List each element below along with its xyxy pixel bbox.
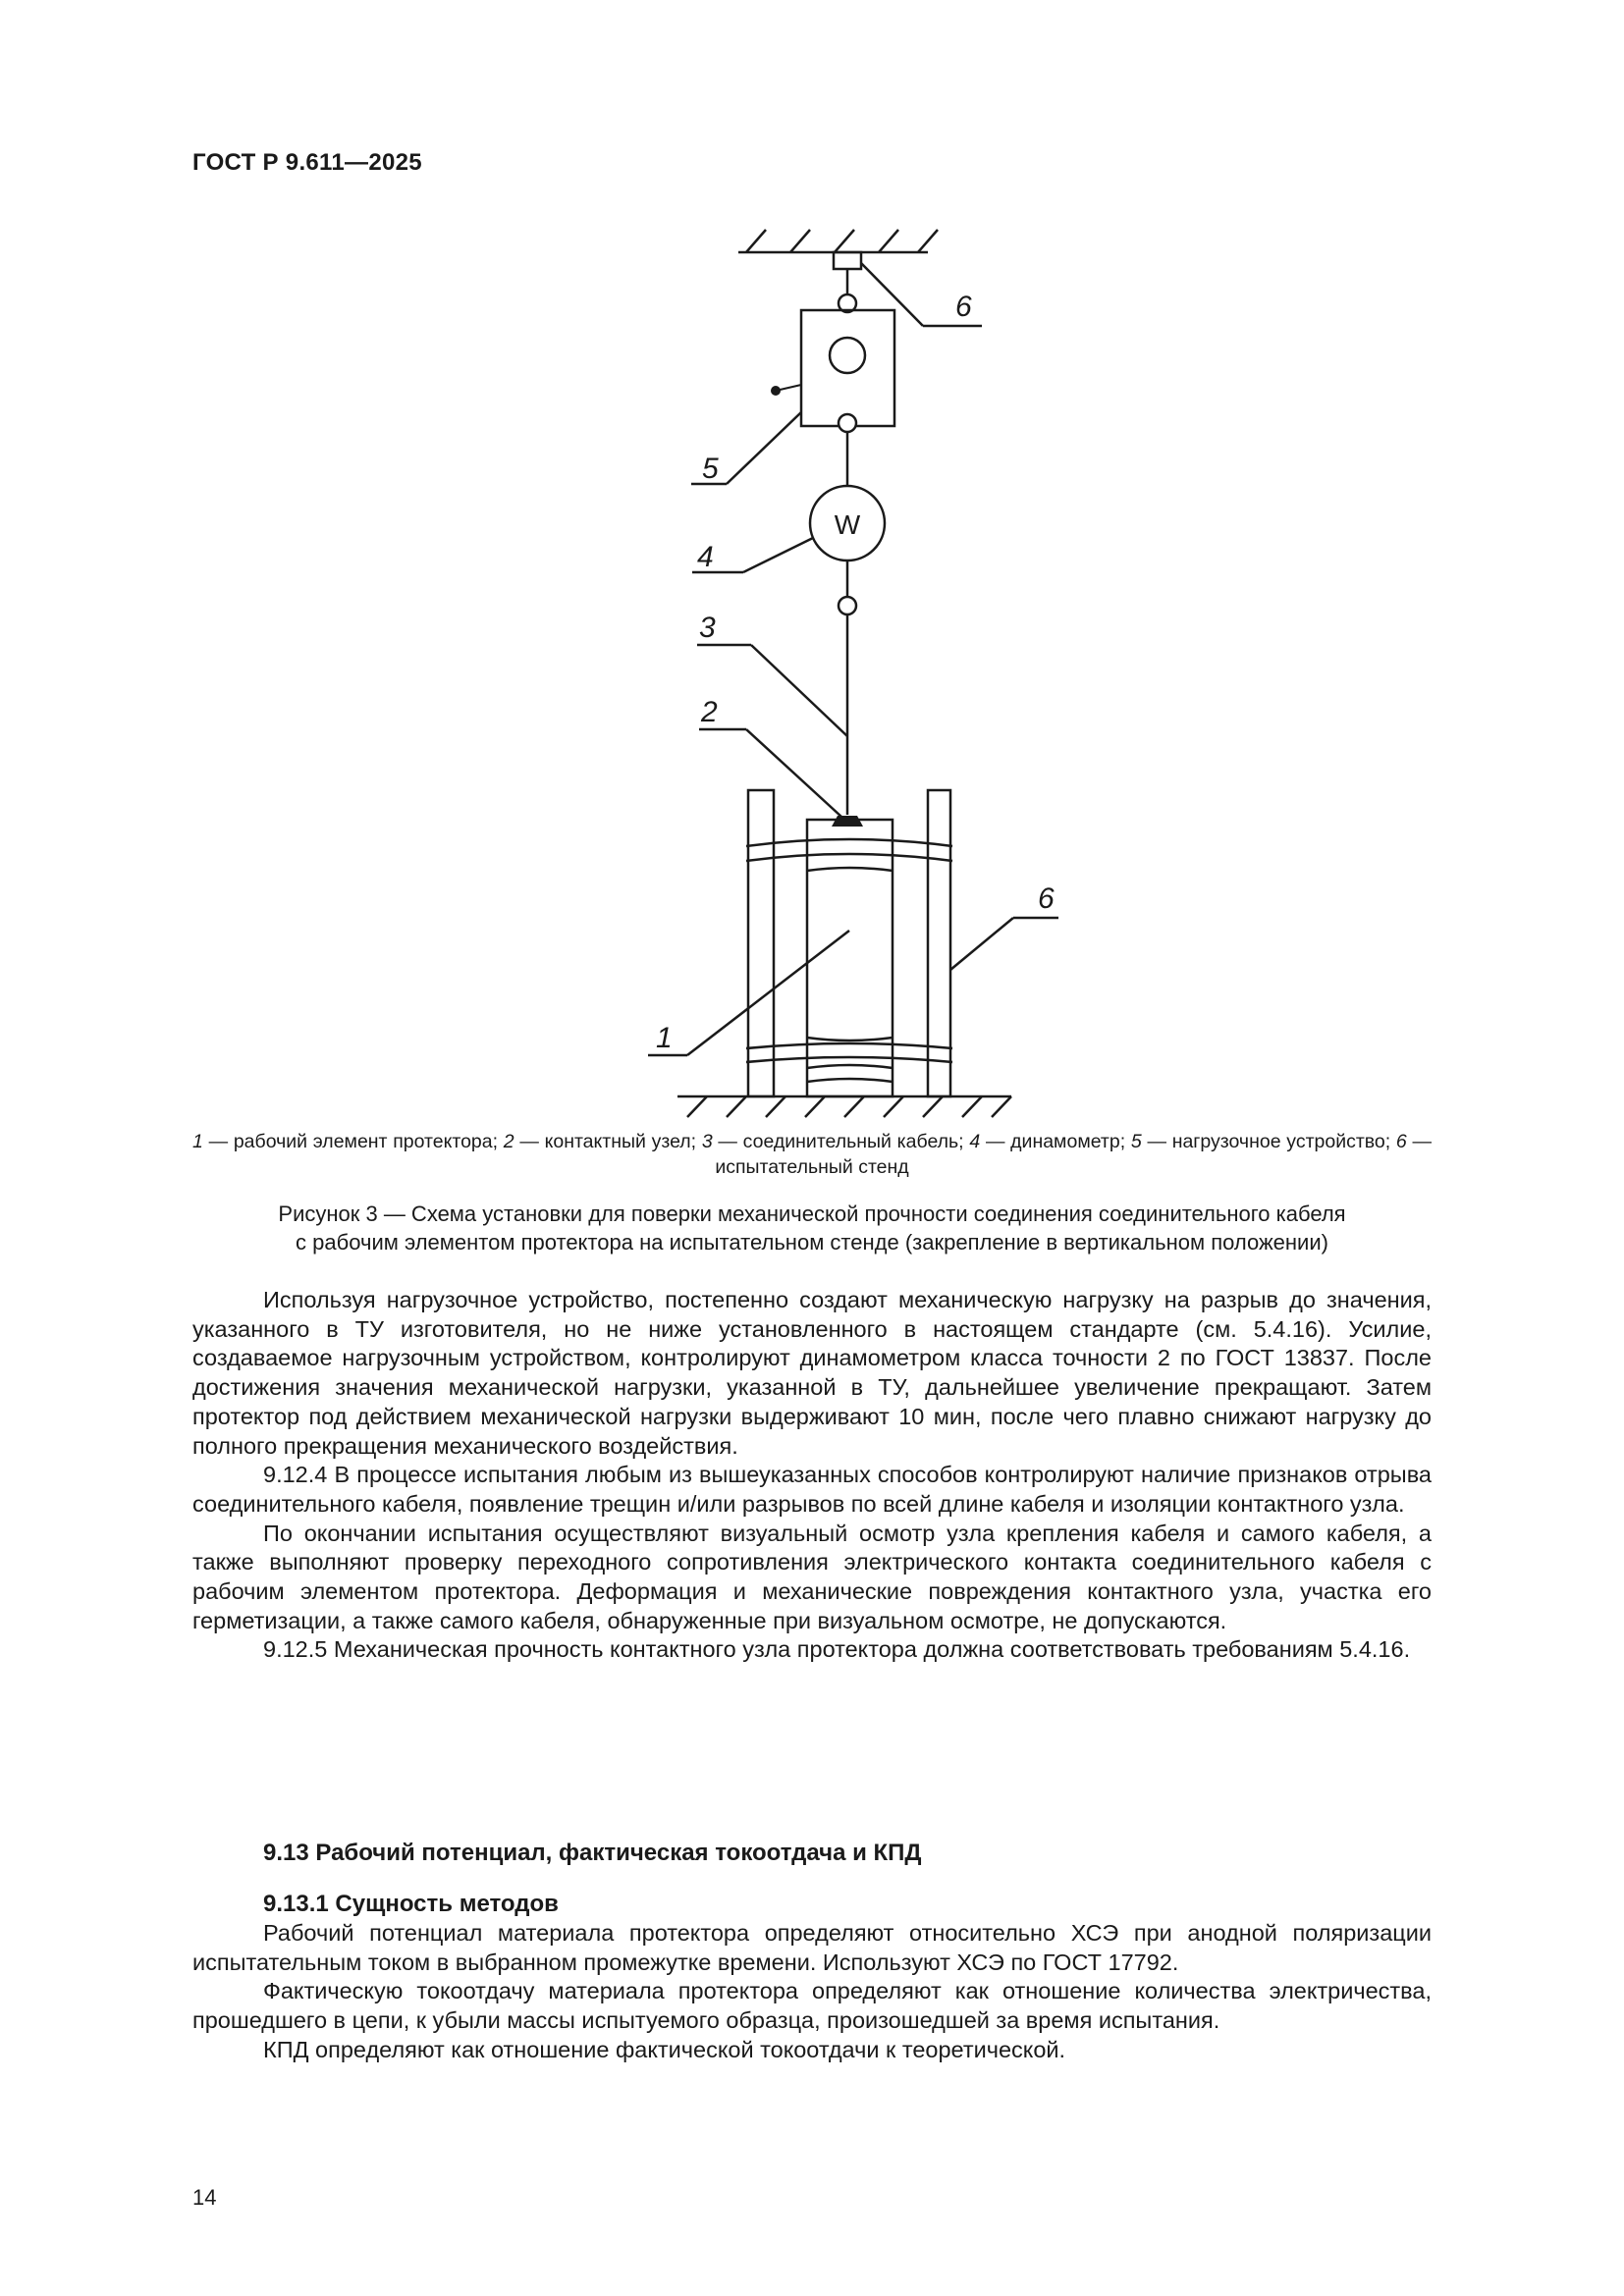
legend-item: 2 — контактный узел; (503, 1131, 702, 1152)
label-2: 2 (701, 696, 718, 728)
label-5: 5 (702, 453, 719, 485)
label-4: 4 (697, 541, 714, 573)
paragraph: КПД определяют как отношение фактической токоотдачи к теоретической. (263, 2036, 1066, 2062)
legend-item: 4 — динамометр; (969, 1131, 1131, 1152)
dynamometer-symbol: W (834, 509, 861, 540)
label-3: 3 (699, 612, 716, 644)
subsection-heading: 9.13.1 Сущность методов (263, 1891, 559, 1917)
ceiling-mount (834, 252, 861, 269)
test-stand-diagram (628, 216, 1055, 1129)
stand-post-left (748, 790, 774, 1096)
page-header: ГОСТ Р 9.611—2025 (192, 149, 422, 176)
figure-legend (192, 1129, 1432, 1180)
legend-item: 5 — нагрузочное устройство; (1130, 1131, 1396, 1152)
label-1: 1 (656, 1022, 673, 1054)
contact-node (832, 816, 863, 827)
section-heading: 9.13 Рабочий потенциал, фактическая токоотдача и КПД (263, 1840, 922, 1866)
paragraph: 9.12.5 Механическая прочность контактного узла протектора должна соответствовать требованиям 5.4.16. (263, 1636, 1411, 1663)
legend-item: 1 — рабочий элемент протектора; (192, 1131, 504, 1152)
paragraph: Фактическую токоотдачу материала протектора определяют как отношение количества электричества, прошедшего в цепи, к убыли массы испытуемого образца, произошедшей за время испытания. (192, 1978, 1432, 2034)
figure-caption: Рисунок 3 — Схема установки для поверки механической прочности соединения соединительного кабеля с рабочим элементом протектора на испытательном стенде (закрепление в вертикальном положении) (278, 1201, 1346, 1255)
stand-post-right (928, 790, 950, 1096)
section-text-block (192, 1919, 1432, 2065)
paragraph: Используя нагрузочное устройство, постепенно создают механическую нагрузку на разрыв до значения, указанного в ТУ изготовителя, но не ниже установленного в настоящем стандарте (см. 5.4.16). Усилие, создаваемое нагрузочным устройством, контролируют динамометром класса точности 2 по ГОСТ 13837. После достижения значения механической нагрузки, указанной в ТУ, дальнейшее увеличение прекращают. Затем протектор под действием механической нагрузки выдерживают 10 мин, после чего плавно снижают нагрузку до полного прекращения механического воздействия. (192, 1287, 1432, 1459)
body-text-block (192, 1286, 1432, 1665)
paragraph: По окончании испытания осуществляют визуальный осмотр узла крепления кабеля и самого кабеля, а также выполняют проверку переходного сопротивления электрического контакта соединительного кабеля с рабочим элементом протектора. Деформация и механические повреждения контактного узла, участка его герметизации, а также самого кабеля, обнаруженные при визуальном осмотре, не допускаются. (192, 1520, 1432, 1633)
loading-device (801, 310, 894, 426)
page-number: 14 (192, 2185, 217, 2210)
paragraph: 9.12.4 В процессе испытания любым из вышеуказанных способов контролируют наличие признаков отрыва соединительного кабеля, появление трещин и/или разрывов по всей длине кабеля и изоляции контактного узла. (192, 1462, 1432, 1517)
paragraph: Рабочий потенциал материала протектора определяют относительно ХСЭ при анодной поляризации испытательным током в выбранном промежутке времени. Используют ХСЭ по ГОСТ 17792. (192, 1920, 1432, 1975)
legend-item: 3 — соединительный кабель; (701, 1131, 970, 1152)
label-6-bottom: 6 (1038, 882, 1055, 915)
legend-item: 6 — испытательный стенд (715, 1131, 1433, 1178)
protector-element (807, 820, 893, 1096)
label-6-top: 6 (955, 291, 972, 323)
